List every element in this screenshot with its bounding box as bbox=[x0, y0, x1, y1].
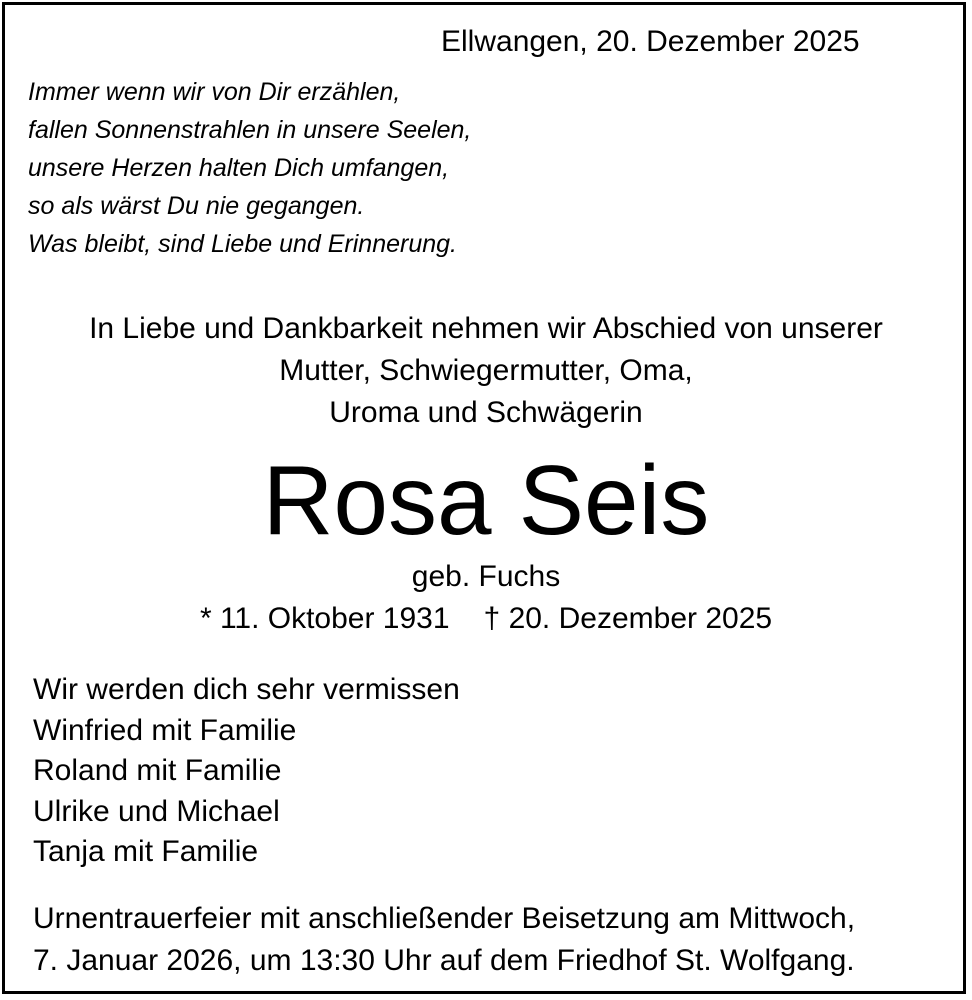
place-date: Ellwangen, 20. Dezember 2025 bbox=[441, 25, 860, 58]
mourner-line: Roland mit Familie bbox=[33, 754, 282, 787]
mourner-line: Ulrike und Michael bbox=[33, 794, 280, 828]
funeral-line: Urnentrauerfeier mit anschließender Beisetzung am Mittwoch, bbox=[33, 902, 856, 935]
poem-line: fallen Sonnenstrahlen in unsere Seelen, bbox=[28, 116, 472, 144]
poem-line: unsere Herzen halten Dich umfangen, bbox=[28, 154, 450, 182]
mourner-line: Winfried mit Familie bbox=[33, 713, 297, 747]
intro-line: In Liebe und Dankbarkeit nehmen wir Abschied von unserer bbox=[89, 312, 883, 345]
poem bbox=[28, 73, 471, 263]
funeral-notice bbox=[33, 898, 855, 982]
poem-line: so als wärst Du nie gegangen. bbox=[28, 192, 365, 220]
poem-line: Was bleibt, sind Liebe und Erinnerung. bbox=[28, 230, 457, 258]
intro-line: Mutter, Schwiegermutter, Oma, bbox=[279, 354, 693, 387]
born-date: * 11. Oktober 1931 bbox=[199, 602, 450, 635]
died-date: † 20. Dezember 2025 bbox=[483, 602, 773, 635]
poem-line: Immer wenn wir von Dir erzählen, bbox=[28, 78, 401, 106]
birth-name: geb. Fuchs bbox=[411, 560, 561, 593]
mourner-line: Tanja mit Familie bbox=[33, 835, 259, 868]
mourner-line: Wir werden dich sehr vermissen bbox=[33, 673, 460, 706]
deceased-name: Rosa Seis bbox=[262, 445, 710, 555]
intro-line: Uroma und Schwägerin bbox=[329, 396, 643, 429]
mourners-list bbox=[33, 670, 460, 873]
dates-line bbox=[0, 598, 972, 640]
funeral-line: 7. Januar 2026, um 13:30 Uhr auf dem Friedhof St. Wolfgang. bbox=[33, 944, 855, 977]
farewell-intro bbox=[0, 308, 972, 434]
life-dates bbox=[0, 556, 972, 640]
